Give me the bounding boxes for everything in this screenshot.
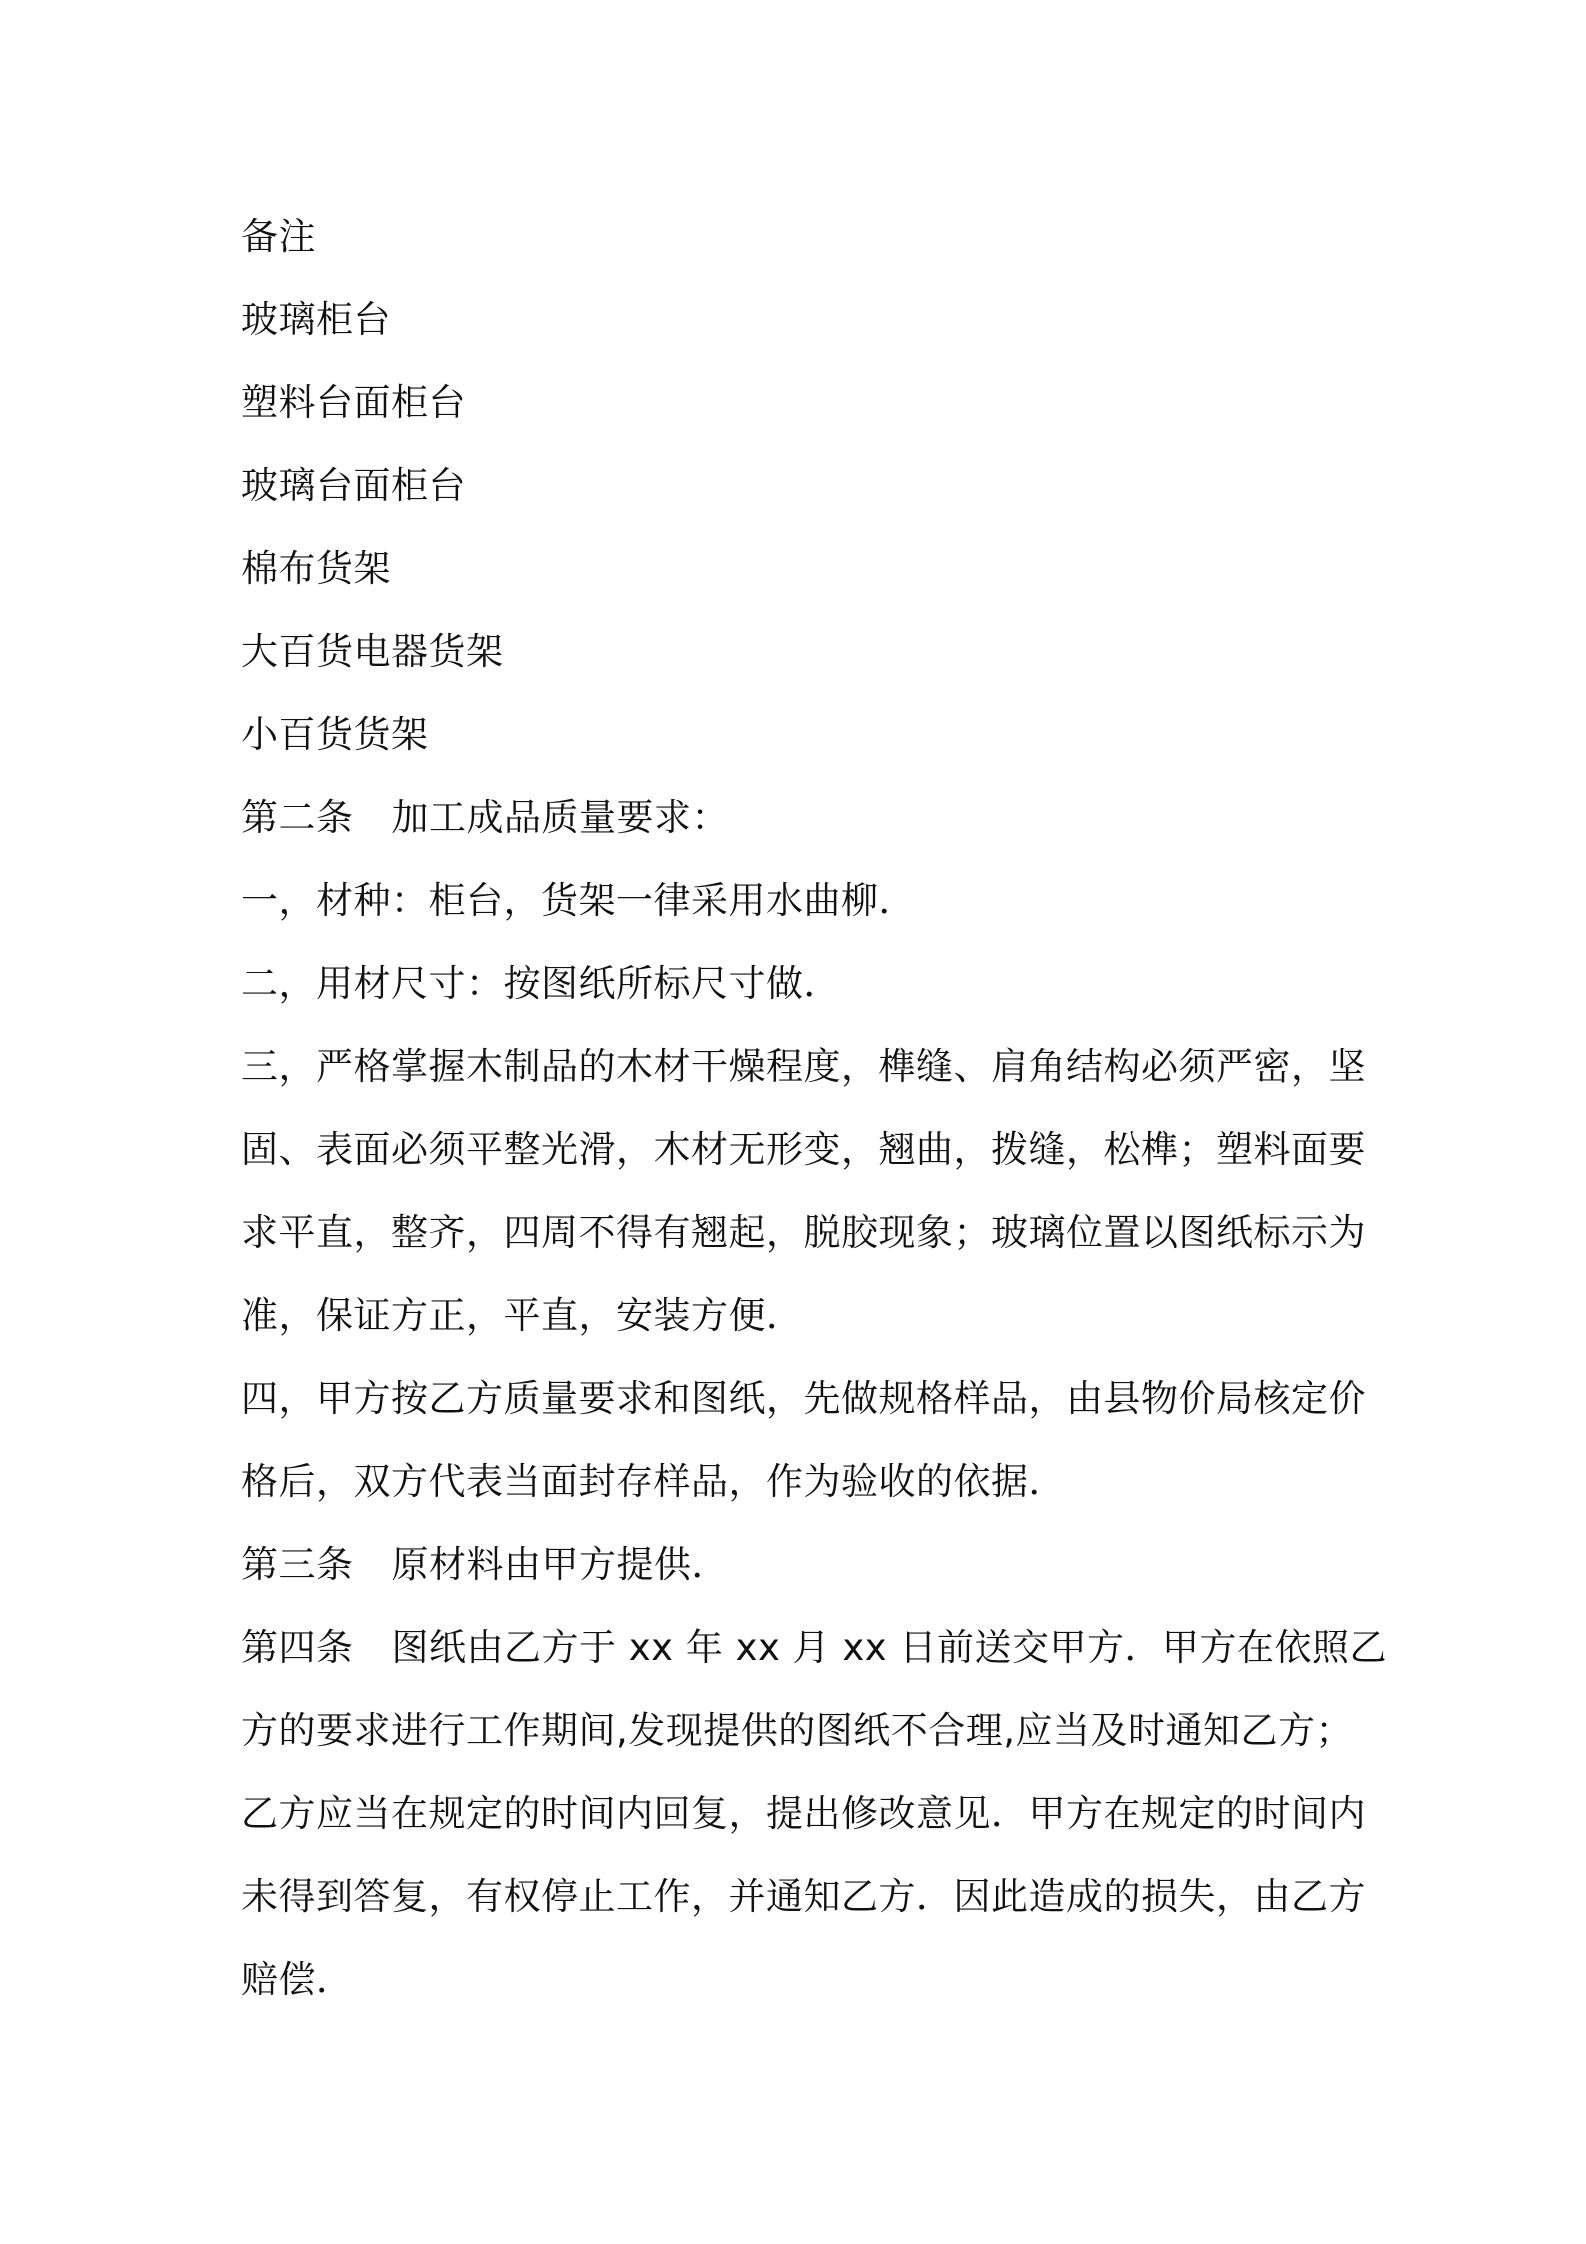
article-3-text: 原材料由甲方提供．: [391, 1543, 729, 1586]
article-4-label: 第四条: [241, 1626, 354, 1669]
list-item: 玻璃台面柜台: [241, 464, 466, 507]
article-2-heading: [241, 776, 1356, 859]
article-2-clause-4-line: 四，甲方按乙方质量要求和图纸，先做规格样品，由县物价局核定价: [241, 1377, 1366, 1420]
list-item: 棉布货架: [241, 547, 391, 590]
article-2-title: 加工成品质量要求：: [391, 796, 729, 839]
article-4-line: 乙方应当在规定的时间内回复，提出修改意见．甲方在规定的时间内: [241, 1792, 1366, 1835]
list-item: 塑料台面柜台: [241, 381, 466, 424]
article-2-clause-3-line: 求平直，整齐，四周不得有翘起，脱胶现象；玻璃位置以图纸标示为: [241, 1211, 1366, 1254]
article-2-clause-3-line: 准，保证方正，平直，安装方便．: [241, 1294, 804, 1337]
article-3-label: 第三条: [241, 1543, 354, 1586]
article-2-label: 第二条: [241, 796, 354, 839]
article-4-text: 图纸由乙方于 xx 年 xx 月 xx 日前送交甲方．甲方在依照乙: [391, 1626, 1387, 1669]
list-item: 大百货电器货架: [241, 630, 504, 673]
article-4-line: 赔偿．: [241, 1958, 354, 2001]
article-2-clause-4-line: 格后，双方代表当面封存样品，作为验收的依据．: [241, 1460, 1066, 1503]
article-4-line: 未得到答复，有权停止工作，并通知乙方．因此造成的损失，由乙方: [241, 1875, 1366, 1918]
article-2-clause-3-line: 固、表面必须平整光滑，木材无形变，翘曲，拨缝，松榫；塑料面要: [241, 1128, 1366, 1171]
list-item: 备注: [241, 215, 316, 258]
article-4-line: [241, 1606, 1387, 1689]
article-2-clause-3-line: 三，严格掌握木制品的木材干燥程度，榫缝、肩角结构必须严密，坚: [241, 1045, 1366, 1088]
document-page: [241, 195, 1387, 2021]
list-item: 玻璃柜台: [241, 298, 391, 341]
article-2-clause-1: 一，材种：柜台，货架一律采用水曲柳．: [241, 879, 916, 922]
article-4-line: 方的要求进行工作期间,发现提供的图纸不合理,应当及时通知乙方；: [241, 1709, 1354, 1752]
article-2-clause-2: 二，用材尺寸：按图纸所标尺寸做．: [241, 962, 841, 1005]
article-3: [241, 1523, 1356, 1606]
list-item: 小百货货架: [241, 713, 429, 756]
